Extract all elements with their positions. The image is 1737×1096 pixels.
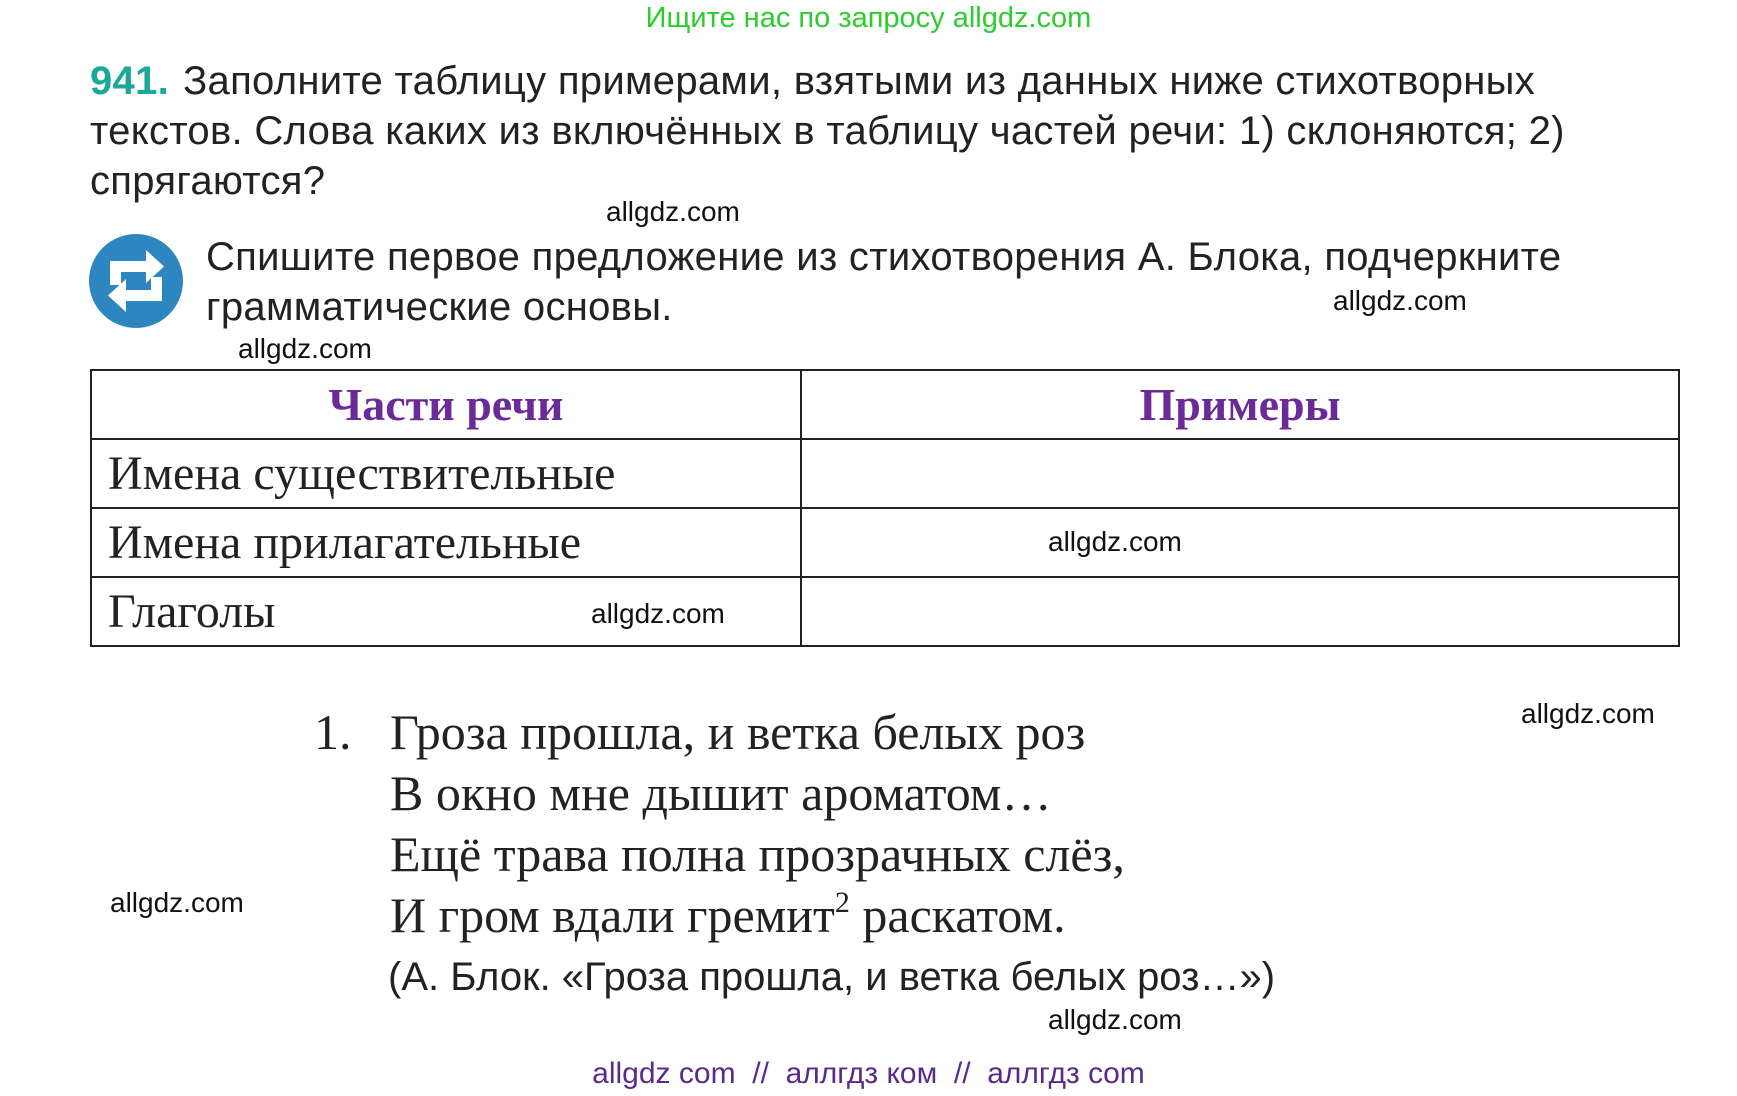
watermark: allgdz.com [1333, 285, 1467, 316]
table-row [91, 439, 1679, 508]
poem-number: 1. [314, 704, 352, 760]
poem-line: В окно мне дышит ароматом… [390, 765, 1052, 821]
table-header-row [91, 370, 1679, 439]
table-cell-part: Имена прилагательные [91, 508, 801, 577]
subtask-text: Спишите первое предложение из стихотворения А. Блока, подчеркните грамматические основы. [206, 235, 1562, 329]
table-cell-part: Имена существительные [91, 439, 801, 508]
poem-line [314, 702, 1125, 763]
table-cell-examples [801, 439, 1679, 508]
poem-attribution: (А. Блок. «Гроза прошла, и ветка белых роз…») [388, 955, 1276, 999]
watermark: allgdz.com [1048, 526, 1182, 557]
task-941 [90, 56, 1680, 206]
parts-of-speech-table [90, 369, 1680, 647]
table-cell-examples [801, 508, 1679, 577]
table-cell-examples [801, 577, 1679, 646]
watermark: allgdz.com [1048, 1004, 1182, 1035]
poem [314, 702, 1125, 946]
header-examples: Примеры [801, 370, 1679, 439]
poem-line-text: раскатом. [862, 887, 1066, 943]
task-number: 941. [90, 59, 170, 103]
watermark: allgdz.com [238, 333, 372, 364]
poem-line-text: Гроза прошла, и ветка белых роз [390, 704, 1086, 760]
footnote-mark: 2 [834, 886, 850, 919]
table-cell-part: Глаголы [91, 577, 801, 646]
poem-line [314, 885, 1125, 946]
top-banner: Ищите нас по запросу allgdz.com [645, 2, 1092, 34]
watermark: allgdz.com [591, 598, 725, 629]
poem-line-text: И гром вдали гремит [390, 887, 835, 943]
header-parts-of-speech: Части речи [91, 370, 801, 439]
watermark: allgdz.com [606, 196, 740, 227]
footer-watermark: allgdz com // аллгдз ком // аллгдз com [592, 1057, 1145, 1090]
poem-line: Ещё трава полна прозрачных слёз, [390, 826, 1125, 882]
table-row [91, 577, 1679, 646]
table-row [91, 508, 1679, 577]
repeat-arrows-icon [88, 233, 184, 329]
task-text: Заполните таблицу примерами, взятыми из данных ниже стихотворных текстов. Слова каких из включённых в таблицу частей речи: 1) склоняются; 2) спрягаются? [90, 59, 1565, 203]
watermark: allgdz.com [110, 887, 244, 918]
watermark: allgdz.com [1521, 698, 1655, 729]
